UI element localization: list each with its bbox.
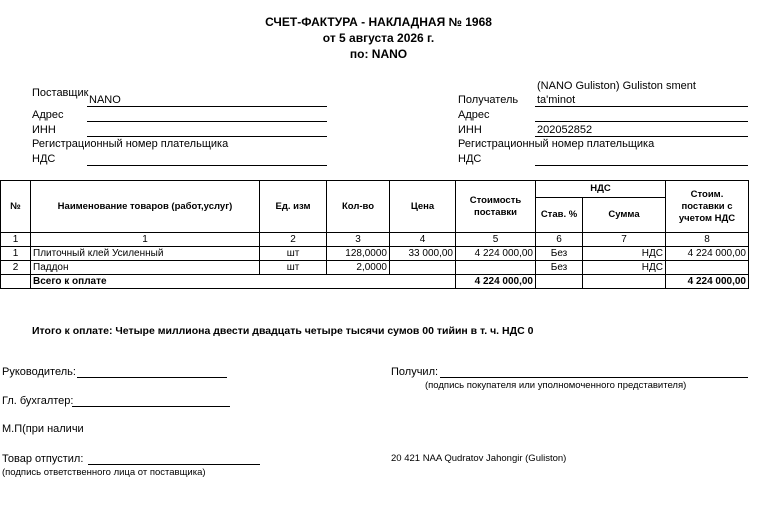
stamp-label: М.П(при наличи: [2, 423, 84, 435]
row-num: 1: [1, 247, 31, 261]
row-price: [390, 261, 456, 275]
row-qty: 2,0000: [327, 261, 390, 275]
received-note: (подпись покупателя или уполномоченного представителя): [425, 380, 687, 391]
recipient-value-line1: (NANO Guliston) Guliston sment: [537, 80, 696, 92]
supplier-inn-label: ИНН: [32, 124, 56, 136]
supplier-label: Поставщик: [32, 87, 89, 99]
recipient-nds-line: [535, 165, 748, 166]
header-unit: Ед. изм: [260, 181, 327, 233]
recipient-label: Получатель: [458, 94, 519, 106]
supplier-nds-label: НДС: [32, 153, 56, 165]
row-cost: [456, 261, 536, 275]
header-vat: НДС: [536, 181, 666, 198]
row-total: 4 224 000,00: [666, 247, 749, 261]
released-signature-line: [88, 464, 260, 465]
received-signature-line: [440, 377, 748, 378]
header-vat-rate: Став. %: [536, 198, 583, 233]
col-number: 1: [1, 233, 31, 247]
col-number: 5: [456, 233, 536, 247]
received-label: Получил:: [391, 366, 439, 378]
director-label: Руководитель:: [2, 366, 76, 378]
document-title: СЧЕТ-ФАКТУРА - НАКЛАДНАЯ № 1968: [265, 15, 492, 29]
recipient-address-line: [535, 121, 748, 122]
released-label: Товар отпустил:: [2, 453, 84, 465]
recipient-inn-label: ИНН: [458, 124, 482, 136]
header-qty: Кол-во: [327, 181, 390, 233]
accountant-signature-line: [72, 406, 230, 407]
row-cost: 4 224 000,00: [456, 247, 536, 261]
document-date: от 5 августа 2026 г.: [322, 31, 435, 45]
header-cost: Стоимость поставки: [456, 181, 536, 233]
header-price: Цена: [390, 181, 456, 233]
header-vat-sum: Сумма: [583, 198, 666, 233]
released-note: (подпись ответственного лица от поставщика): [2, 467, 206, 478]
supplier-value: NANO: [89, 94, 121, 106]
col-number: 2: [260, 233, 327, 247]
col-number: 3: [327, 233, 390, 247]
document-by: по: NANO: [349, 47, 408, 61]
supplier-inn-line: [87, 136, 327, 137]
supplier-line: [87, 106, 327, 107]
row-total: [666, 261, 749, 275]
recipient-address-label: Адрес: [458, 109, 490, 121]
director-signature-line: [77, 377, 227, 378]
total-empty-cell: [1, 275, 31, 289]
recipient-nds-label: НДС: [458, 153, 482, 165]
total-cost: 4 224 000,00: [456, 275, 536, 289]
total-empty-cell: [583, 275, 666, 289]
table-row: [1, 247, 749, 261]
total-empty-cell: [536, 275, 583, 289]
row-vat-rate: Без: [536, 247, 583, 261]
header-num: №: [1, 181, 31, 233]
row-vat-sum: НДС: [583, 261, 666, 275]
proxy-info: 20 421 NAA Qudratov Jahongir (Guliston): [391, 453, 567, 464]
col-number: 8: [666, 233, 749, 247]
recipient-reg-label: Регистрационный номер плательщика: [458, 138, 655, 150]
recipient-line: [535, 106, 748, 107]
row-vat-sum: НДС: [583, 247, 666, 261]
row-unit: шт: [260, 261, 327, 275]
row-name: Плиточный клей Усиленный: [31, 247, 260, 261]
supplier-address-label: Адрес: [32, 109, 64, 121]
header-name: Наименование товаров (работ,услуг): [31, 181, 260, 233]
recipient-inn-value: 202052852: [537, 124, 593, 136]
row-vat-rate: Без: [536, 261, 583, 275]
col-number: 4: [390, 233, 456, 247]
row-unit: шт: [260, 247, 327, 261]
supplier-address-line: [87, 121, 327, 122]
accountant-label: Гл. бухгалтер:: [2, 395, 74, 407]
recipient-inn-line: [535, 136, 748, 137]
row-num: 2: [1, 261, 31, 275]
items-table: [0, 180, 749, 289]
recipient-value-line2: ta'minot: [537, 94, 576, 106]
col-number: 6: [536, 233, 583, 247]
row-name: Паддон: [31, 261, 260, 275]
col-number: 7: [583, 233, 666, 247]
row-price: 33 000,00: [390, 247, 456, 261]
supplier-nds-line: [87, 165, 327, 166]
supplier-reg-label: Регистрационный номер плательщика: [32, 138, 229, 150]
total-row: [1, 275, 749, 289]
total-summary: Итого к оплате: Четыре миллиона двести двадцать четыре тысячи сумов 00 тийин в т. ч. НДС 0: [32, 325, 534, 337]
total-label: Всего к оплате: [31, 275, 456, 289]
row-qty: 128,0000: [327, 247, 390, 261]
total-sum: 4 224 000,00: [666, 275, 749, 289]
header-total: Стоим. поставки с учетом НДС: [666, 181, 749, 233]
col-number: 1: [31, 233, 260, 247]
table-row: [1, 261, 749, 275]
